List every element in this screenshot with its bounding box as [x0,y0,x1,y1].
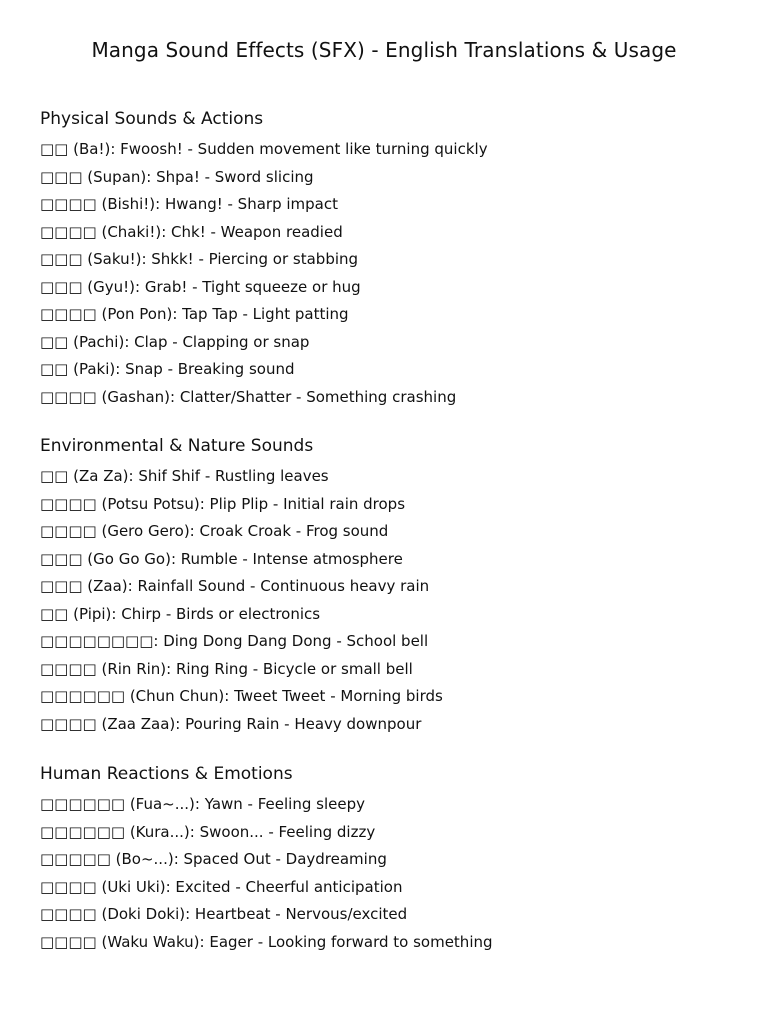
sfx-entry: □□ (Ba!): Fwoosh! - Sudden movement like turning quickly [40,140,488,158]
sfx-entry: □□□ (Supan): Shpa! - Sword slicing [40,167,314,186]
sfx-entry: □□ (Za Za): Shif Shif - Rustling leaves [40,467,329,485]
sfx-entry: □□□□□□ (Kura...): Swoon... - Feeling dizzy [40,822,376,841]
section-environmental-sounds [40,434,740,738]
sfx-entry: □□□□□□ (Fua~...): Yawn - Feeling sleepy [40,795,365,813]
sfx-entry: □□□□ (Chaki!): Chk! - Weapon readied [40,222,343,241]
sfx-entry: □□□□□□ (Chun Chun): Tweet Tweet - Morning birds [40,687,443,705]
sfx-entry: □□□□□□□□: Ding Dong Dang Dong - School bell [40,632,429,650]
sfx-entry: □□ (Pachi): Clap - Clapping or snap [40,332,310,351]
section-physical-sounds [40,107,740,411]
sfx-entry: □□□ (Saku!): Shkk! - Piercing or stabbing [40,250,359,268]
sfx-entry: □□□□ (Gero Gero): Croak Croak - Frog sound [40,522,389,540]
sfx-entry: □□□□ (Gashan): Clatter/Shatter - Something crashing [40,387,457,406]
sfx-entry: □□□□ (Waku Waku): Eager - Looking forward to something [40,932,493,951]
sfx-entry: □□□□ (Rin Rin): Ring Ring - Bicycle or small bell [40,659,413,678]
sfx-entry: □□□□ (Pon Pon): Tap Tap - Light patting [40,305,349,323]
sfx-entry: □□□ (Go Go Go): Rumble - Intense atmosphere [40,549,403,568]
sfx-entry: □□ (Paki): Snap - Breaking sound [40,360,295,378]
sfx-entry: □□□□ (Potsu Potsu): Plip Plip - Initial rain drops [40,494,406,513]
section-heading: Human Reactions & Emotions [40,764,293,784]
sfx-entry: □□□ (Zaa): Rainfall Sound - Continuous heavy rain [40,577,430,595]
section-human-reactions [40,762,740,956]
section-heading: Physical Sounds & Actions [40,109,264,129]
sfx-entry: □□ (Pipi): Chirp - Birds or electronics [40,604,321,623]
sfx-entry: □□□ (Gyu!): Grab! - Tight squeeze or hug [40,277,361,296]
page-title: Manga Sound Effects (SFX) - English Translations & Usage [91,38,677,62]
sfx-entry: □□□□ (Zaa Zaa): Pouring Rain - Heavy downpour [40,714,422,733]
sfx-entry: □□□□□ (Bo~...): Spaced Out - Daydreaming [40,850,387,868]
sfx-entry: □□□□ (Doki Doki): Heartbeat - Nervous/excited [40,905,408,923]
section-heading: Environmental & Nature Sounds [40,436,314,456]
sfx-entry: □□□□ (Bishi!): Hwang! - Sharp impact [40,195,338,213]
sfx-entry: □□□□ (Uki Uki): Excited - Cheerful anticipation [40,877,403,896]
